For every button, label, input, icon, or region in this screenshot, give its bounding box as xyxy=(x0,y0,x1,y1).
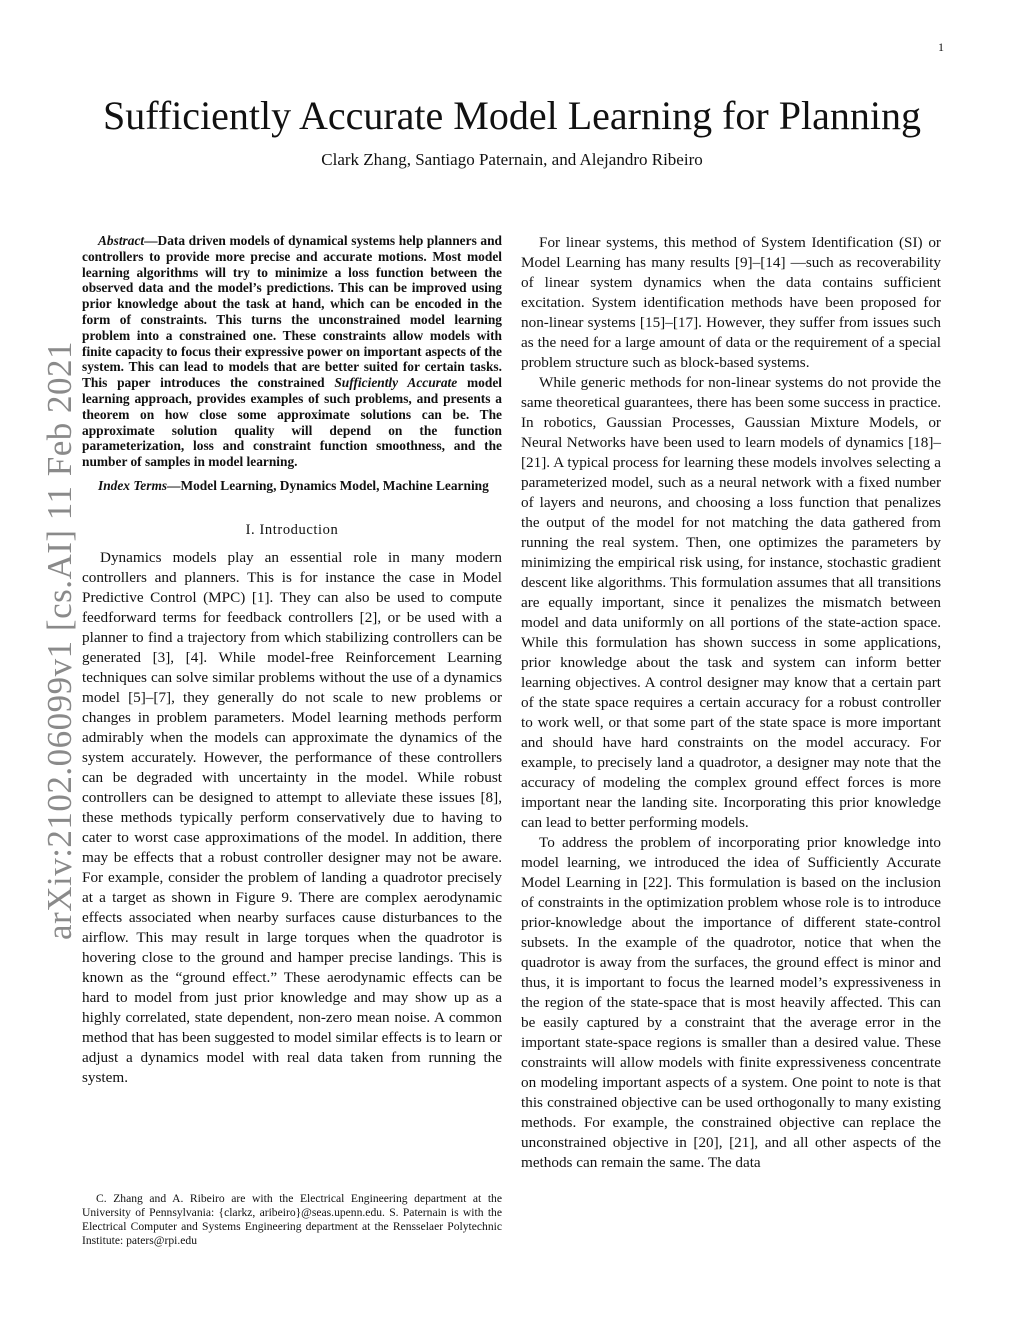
introduction-paragraph-1: Dynamics models play an essential role in many modern controllers and planners. This is for instance the case in Model Predictive Control (MPC) [1]. They can also be used to compute feedforward terms for feedback controllers [2], or be used with a planner to find a trajectory from which stabilizing controllers can be generated [3], [4]. While model-free Reinforcement Learning techniques can solve similar problems without the use of a dynamics model [5]–[7], they generally do not scale to new problems or changes in problem parameters. Model learning methods perform admirably when the models can approximate the dynamics of the system accurately. However, the performance of these controllers can be degraded with uncertainty in the model. While robust controllers can be designed to attempt to alleviate these issues [8], these methods typically perform conservatively due to having to cater to worst case approximations of the model. In addition, there may be effects that a robust controller designer may not be aware. For example, consider the problem of landing a quadrotor precisely at a target as shown in Figure 9. There are complex aerodynamic effects associated when nearby surfaces cause disturbances to the airflow. This may result in large torques when the quadrotor is hovering close to the ground and hamper precise landings. This is known as the “ground effect.” These aerodynamic effects can be hard to model from just prior knowledge and may show up as a highly correlated, state dependent, non-zero mean noise. A common method that has been suggested to model similar effects is to learn or adjust a dynamics model with real data taken from running the system. xyxy=(82,548,502,1086)
arxiv-identifier: arXiv:2102.06099v1 [cs.AI] 11 Feb 2021 xyxy=(40,340,79,940)
right-paragraph-1: For linear systems, this method of System Identification (SI) or Model Learning has many results [9]–[14] —such as recoverability of linear system dynamics when the data contains sufficient excitation. System identification methods have been proposed for non-linear systems [15]–[17]. However, they suffer from issues such as the need for a large amount of data or the requirement of a special problem structure such as block-based systems. xyxy=(521,234,941,371)
left-column xyxy=(82,233,502,1088)
right-paragraph-2: While generic methods for non-linear systems do not provide the same theoretical guarantees, there has been some success in practice. In robotics, Gaussian Processes, Gaussian Mixture Models, or Neural Networks have been used to learn models of dynamics [18]–[21]. A typical process for learning these models involves selecting a parameterized model, such as a neural network with a fixed number of layers and neurons, and choosing a loss function that penalizes the output of the model for not matching the data gathered from running the real system. Then, one optimizes the parameters by minimizing the empirical risk using, for instance, stochastic gradient descent like algorithms. This formulation assumes that all transitions are equally important, since it penalizes the mismatch between model and data uniformly on all portions of the state-action space. While this formulation has shown success in some applications, prior knowledge about the task and system can inform better learning objectives. A control designer may know that a certain part of the state space requires a certain accuracy for a robust controller to work well, or that some part of the state space is more important and should have hard constraints on the model accuracy. For example, to precisely land a quadrotor, a designer may note that the accuracy of modeling the complex ground effect forces is more important near the landing site. Incorporating this prior knowledge can lead to better performing models. xyxy=(521,374,941,831)
abstract-emphasis: Sufficiently Accurate xyxy=(334,375,458,391)
abstract-text-part-1: —Data driven models of dynamical systems help planners and controllers to provide more precise and accurate motions. Most model learning algorithms will try to minimize a loss function between the observed data and the model’s predictions. This can be improved using prior knowledge about the task at hand, which can be encoded in the form of constraints. This turns the unconstrained model learning problem into a constrained one. These constraints allow models with finite capacity to focus their expressive power on important aspects of the system. This can lead to models that are better suited for certain tasks. This paper introduces the constrained xyxy=(82,233,502,391)
abstract xyxy=(82,233,502,470)
right-column xyxy=(521,233,941,1173)
author-affiliation-footnote: C. Zhang and A. Ribeiro are with the Electrical Engineering department at the University of Pennsylvania: {clarkz, aribeiro}@seas.upenn.edu. S. Paternain is with the Electrical Computer and Systems Engineering department at the Rensselaer Polytechnic Institute: paters@rpi.edu xyxy=(82,1192,502,1247)
right-paragraph-3: To address the problem of incorporating prior knowledge into model learning, we introduced the idea of Sufficiently Accurate Model Learning in [22]. This formulation is based on the inclusion of constraints in the optimization problem whose role is to introduce prior-knowledge about the importance of different state-control subsets. In the example of the quadrotor, notice that when the quadrotor is away from the surfaces, the ground effect is minor and thus, it is important to focus the learned model’s expressiveness in the region of the state-space that is most heavily affected. This can be easily captured by a constraint that the average error in the important state-space regions is smaller than a desired value. These constraints will allow models with finite expressiveness concentrate on modeling important aspects of a system. One point to note is that this constrained objective can be used orthogonally to many existing methods. For example, the constrained objective can replace the unconstrained objective in [20], [21], and all other aspects of the methods can remain the same. The data xyxy=(521,834,941,1171)
index-terms xyxy=(82,478,502,494)
paper-title: Sufficiently Accurate Model Learning for Planning xyxy=(103,93,921,138)
index-terms-label: Index Terms xyxy=(98,477,168,493)
paper-authors: Clark Zhang, Santiago Paternain, and Alejandro Ribeiro xyxy=(321,150,703,169)
page-number: 1 xyxy=(938,40,944,54)
section-heading-introduction: I. Introduction xyxy=(245,521,339,538)
index-terms-text: —Model Learning, Dynamics Model, Machine Learning xyxy=(167,477,489,493)
abstract-label: Abstract xyxy=(98,233,145,248)
abstract-text-part-2: model learning approach, provides examples of such problems, and presents a theorem on how close some approximate solutions can be. The approximate solution quality will depend on the function parameterization, loss and constraint function smoothness, and the number of samples in model learning. xyxy=(82,375,502,470)
